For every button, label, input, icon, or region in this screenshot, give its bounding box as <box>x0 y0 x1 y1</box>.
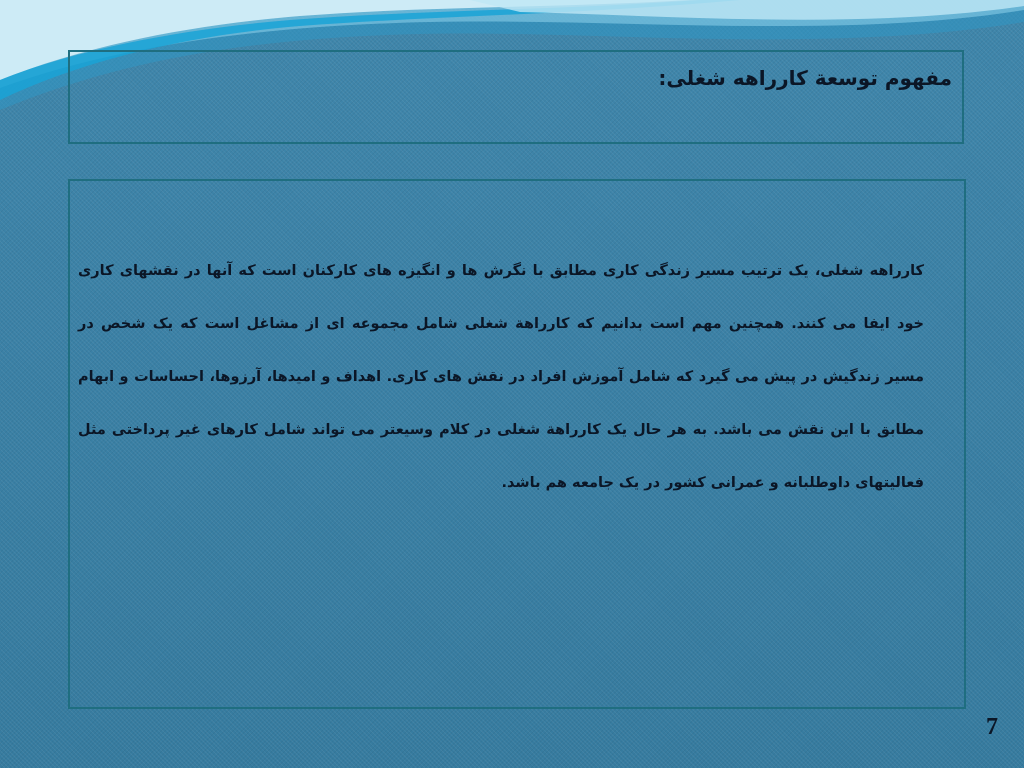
page-number: 7 <box>986 714 998 740</box>
content-frame <box>68 179 966 709</box>
title-frame <box>68 50 964 144</box>
slide-title: مفهوم توسعة کارراهه شغلی: <box>658 66 952 90</box>
body-paragraph: کارراهه شغلی، یک ترتیب مسیر زندگی کاری مطابق با نگرش ها و انگیزه های کارکنان است که آنها در نقشهای کاری خود ایفا می کنند. همچنین مهم است بدانیم که کارراهة شغلی شامل مجموعه ای از مشاغل است که یک شخص در مسیر زندگیش در پیش می گیرد که شامل آموزش افراد در نقش های کاری. اهداف و امیدها، آرزوها، احساسات و ابهام مطابق با این نقش می باشد. به هر حال یک کارراهة شغلی در کلام وسیعتر می تواند شامل کارهای غیر پرداختی مثل فعالیتهای داوطلبانه و عمرانی کشور در یک جامعه هم باشد. <box>78 263 924 491</box>
